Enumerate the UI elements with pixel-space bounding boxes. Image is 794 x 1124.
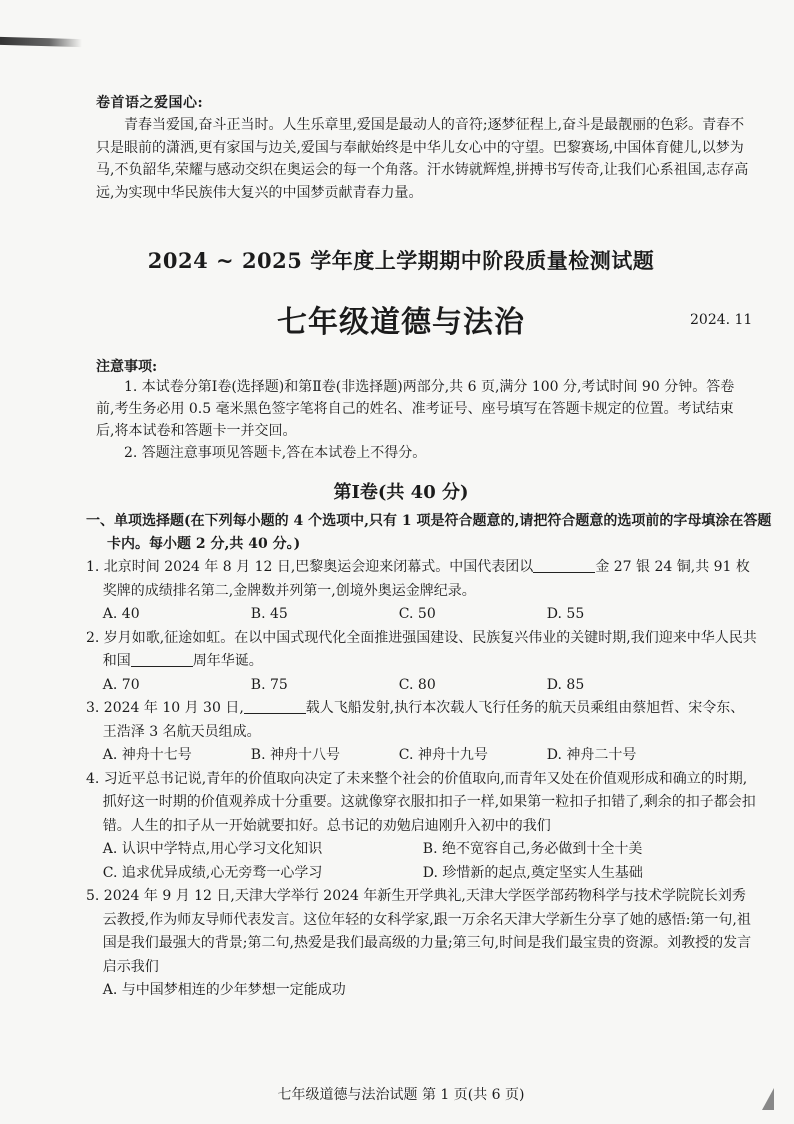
option-c: C. 追求优异成绩,心无旁骛一心学习 — [102, 864, 323, 881]
exam-date: 2024. 11 — [690, 312, 753, 328]
question-5 — [86, 885, 758, 1003]
option-c: C. 神舟十九号 — [398, 747, 488, 763]
question-1 — [86, 556, 758, 627]
question-stem: 5. 2024 年 9 月 12 日,天津大学举行 2024 年新生开学典礼,天津大学医学部药物科学与技术学院院长刘秀云教授,作为师友导师代表发言。这位年轻的女科学家,跟一万余名天津大学新生分享了她的感悟:第一句,祖国是我们最强大的背景;第二句,热爱是我们最高级的力量;第三句,时间是我们最宝贵的资源。刘教授的发言启示我们 — [86, 888, 752, 975]
question-stem: 4. 习近平总书记说,青年的价值取向决定了未来整个社会的价值取向,而青年又处在价值观形成和确立的时期,抓好这一时期的价值观养成十分重要。这就像穿衣服扣扣子一样,如果第一粒扣子扣错了,剩余的扣子都会扣错。人生的扣子从一开始就要扣好。总书记的劝勉启迪刚升入初中的我们 — [86, 770, 756, 834]
question-2 — [86, 627, 758, 698]
section-title: 第Ⅰ卷(共 40 分) — [333, 482, 469, 503]
answer-blank — [533, 558, 595, 573]
note-item: 1. 本试卷分第Ⅰ卷(选择题)和第Ⅱ卷(非选择题)两部分,共 6 页,满分 100 分,考试时间 90 分钟。答卷前,考生务必用 0.5 毫米黑色签字笔将自己的姓名、准考证号、座号填写在答题卡规定的位置。考试结束后,将本试卷和答题卡一并交回。 — [96, 379, 735, 439]
stem-text: 1. 北京时间 2024 年 8 月 12 日,巴黎奥运会迎来闭幕式。中国代表团以 — [86, 559, 534, 575]
scan-edge-mark — [0, 37, 82, 47]
question-stem — [86, 627, 758, 674]
option-b: B. 神舟十八号 — [250, 747, 340, 763]
option-a: A. 40 — [102, 606, 140, 622]
stem-text: 2. 岁月如歌,征途如虹。在以中国式现代化全面推进强国建设、民族复兴伟业的关键时期,我们迎来中华人民共和国 — [86, 629, 757, 669]
option-d: D. 55 — [546, 606, 585, 622]
option-b: B. 45 — [250, 606, 288, 622]
option-row — [86, 674, 758, 698]
section-instructions: 一、单项选择题(在下列每小题的 4 个选项中,只有 1 项是符合题意的,请把符合题意的选项前的字母填涂在答题卡内。每小题 2 分,共 40 分。) — [86, 513, 772, 552]
question-stem — [86, 556, 758, 603]
stem-text: 3. 2024 年 10 月 30 日, — [86, 700, 244, 716]
answer-blank — [244, 699, 306, 714]
stem-text: 载人飞船发射,执行本次载人飞行任务的航天员乘组由蔡旭哲、宋令东、王浩泽 3 名航天员组成。 — [102, 700, 745, 740]
option-a: A. 认识中学特点,用心学习文化知识 — [102, 841, 323, 857]
scan-corner-mark — [760, 1088, 774, 1110]
question-stem — [86, 697, 758, 744]
question-4 — [86, 768, 758, 886]
note-item: 2. 答题注意事项见答题卡,答在本试卷上不得分。 — [124, 445, 427, 461]
page-footer: 七年级道德与法治试题 第 1 页(共 6 页) — [277, 1087, 525, 1103]
notes-list — [96, 376, 750, 464]
option-c: C. 80 — [398, 676, 436, 693]
option-row — [86, 744, 758, 768]
stem-text: 金 27 银 24 铜,共 91 枚奖牌的成绩排名第二,金牌数并列第一,创境外奥运金牌纪录。 — [102, 559, 750, 599]
option-a: A. 70 — [102, 676, 140, 693]
option-d: D. 神舟二十号 — [546, 747, 637, 763]
option-row — [86, 603, 758, 627]
option-d: D. 85 — [546, 676, 585, 693]
notes-heading: 注意事项: — [96, 359, 158, 375]
exam-title: 2024 ~ 2025 学年度上学期期中阶段质量检测试题 — [147, 248, 655, 273]
question-3 — [86, 697, 758, 768]
preface-title: 卷首语之爱国心: — [96, 95, 204, 111]
option-b: B. 绝不宽容自己,务必做到十全十美 — [422, 841, 643, 857]
option-a: A. 与中国梦相连的少年梦想一定能成功 — [102, 982, 346, 998]
question-list — [86, 556, 758, 1003]
option-d: D. 珍惜新的起点,奠定坚实人生基础 — [422, 864, 643, 881]
option-c: C. 50 — [398, 606, 436, 622]
subject-title: 七年级道德与法治 — [277, 305, 525, 340]
option-b: B. 75 — [250, 676, 288, 693]
option-grid — [86, 838, 758, 885]
option-a: A. 神舟十七号 — [102, 747, 192, 763]
preface-body: 青春当爱国,奋斗正当时。人生乐章里,爱国是最动人的音符;逐梦征程上,奋斗是最靓丽的色彩。青春不只是眼前的潇洒,更有家国与边关,爱国与奉献始终是中华儿女心中的守望。巴黎赛场,中国体育健儿,以梦为马,不负韶华,荣耀与感动交织在奥运会的每一个角落。汗水铸就辉煌,拼搏书写传奇,让我们心系祖国,志存高远,为实现中华民族伟大复兴的中国梦贡献青春力量。 — [96, 117, 749, 201]
stem-text: 周年华诞。 — [192, 653, 263, 669]
answer-blank — [131, 652, 193, 667]
